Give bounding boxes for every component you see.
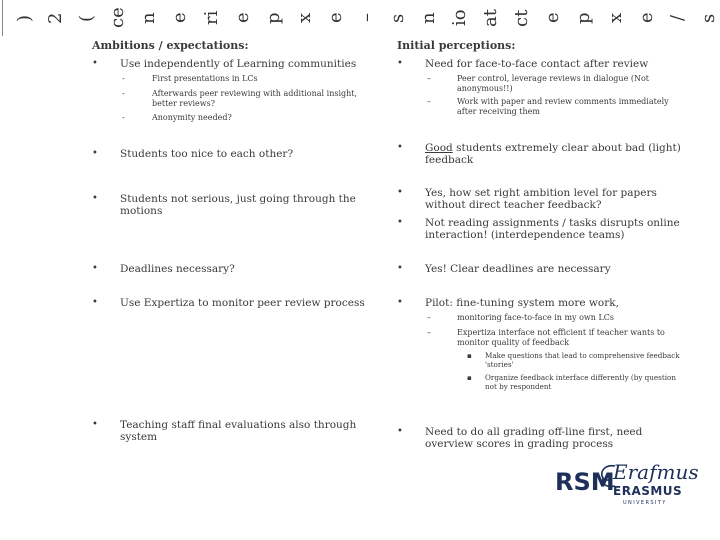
title-char: at <box>480 9 502 27</box>
title-char: ce <box>107 7 129 29</box>
title-char: ) <box>14 14 36 22</box>
underlined-word: Good <box>425 142 453 154</box>
title-char: – <box>355 13 377 23</box>
logo-rsm: RSM <box>555 468 615 496</box>
bullet: • <box>92 58 98 69</box>
logo-erasmus: ERASMUS <box>613 484 683 498</box>
logo-university: UNIVERSITY <box>623 500 667 506</box>
title-char: / <box>666 14 688 22</box>
vertical-title <box>0 0 720 40</box>
title-char: ( <box>76 14 98 22</box>
logo-script: Erafmus <box>613 460 699 484</box>
title-char: ct <box>511 9 533 27</box>
left-heading: Ambitions / expectations: <box>92 39 249 52</box>
left-column: Ambitions / expectations: • Use independently of Learning communities - First presentations in LCs - Afterwards peer reviewing with additional insight, better reviews? - Anonymity needed? • Students too nice to each other? • Students not serious, just going through the motions • Deadlines necessary? • Use Expertiza to monitor peer review process • Teaching staff final evaluations also through system <box>92 40 377 60</box>
title-char: 2 <box>45 12 67 24</box>
title-char: io <box>449 9 471 27</box>
title-char: p <box>262 12 284 24</box>
title-char: e <box>231 12 253 24</box>
right-column: Initial perceptions: • Need for face-to-face contact after review – Peer control, leverage reviews in dialogue (Not anonymous!!) – Work with paper and review comments immediately after receiving them • Good students extremely clear about bad (light) feedback • Yes, how set right ambition level for papers without direct teacher feedback? • Not reading assignments / tasks disrupts online interaction! (interdependence teams) • Yes! Clear deadlines are necessary • Pilot: fine-tuning system more work, – monitoring face-to-face in my own LCs – Expertiza interface not efficient if teacher wants to monitor quality of feedback ▪ Make questions that lead to comprehensive feedback 'stories' ▪ Organize feedback interface differently (by question not by respondent • Need to do all grading off-line first, need overview scores in grading process <box>397 39 681 450</box>
title-char: e <box>635 12 657 24</box>
title-char: n <box>138 12 160 24</box>
rsm-erasmus-logo <box>555 460 699 522</box>
title-char: ri <box>200 10 222 26</box>
title-divider <box>2 0 3 36</box>
title-char: x <box>604 12 626 24</box>
title-char: n <box>418 12 440 24</box>
title-char: x <box>293 12 315 24</box>
title-char: e <box>542 12 564 24</box>
right-heading: Initial perceptions: <box>397 39 516 52</box>
title-char: e <box>324 12 346 24</box>
left-item-text: Use independently of Learning communities <box>120 58 357 70</box>
title-char: p <box>573 12 595 24</box>
title-char: e <box>169 12 191 24</box>
title-char: s <box>697 13 719 23</box>
title-char: s <box>387 13 409 23</box>
